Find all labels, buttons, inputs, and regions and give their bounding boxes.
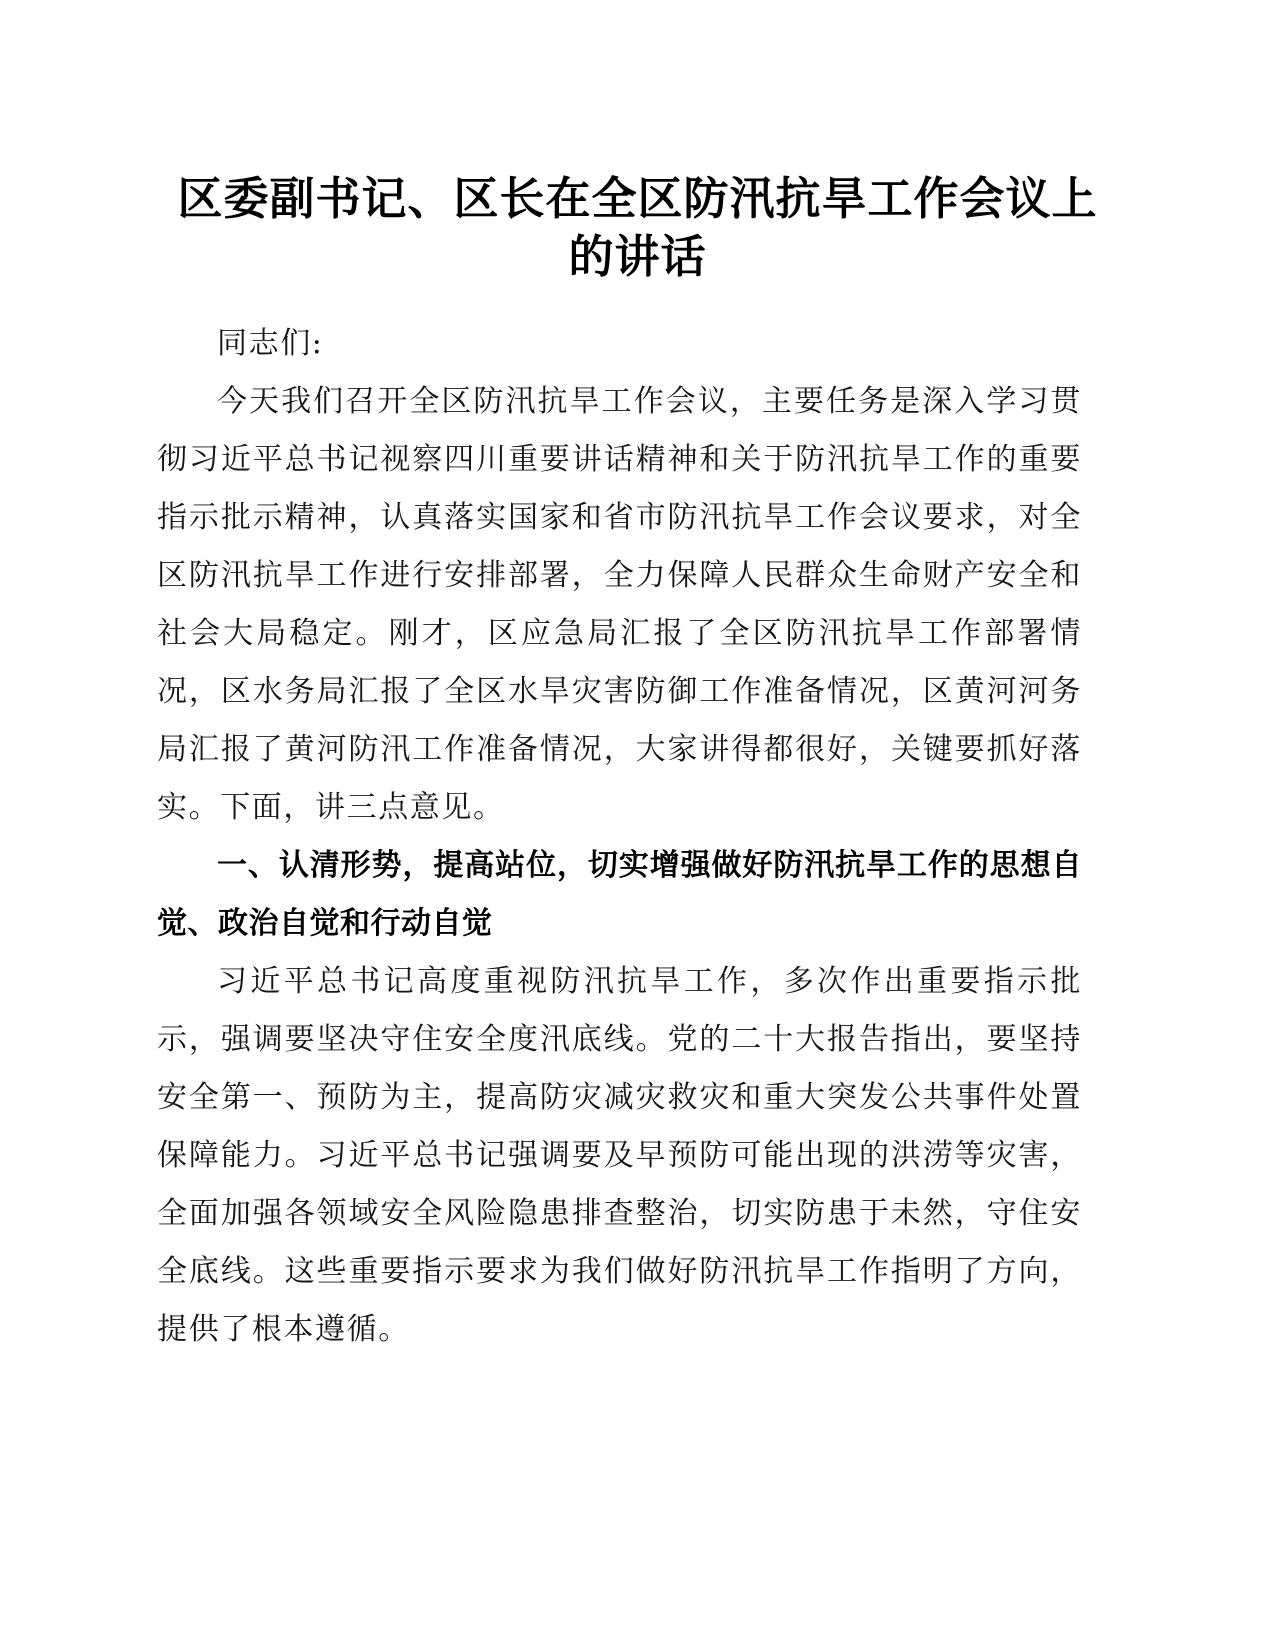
title-line-2: 的讲话 <box>568 230 707 283</box>
paragraph-section-1: 习近平总书记高度重视防汛抗旱工作，多次作出重要指示批示，强调要坚决守住安全度汛底线。党的二十大报告指出，要坚持安全第一、预防为主，提高防灾减灾救灾和重大突发公共事件处置保障能力。习近平总书记强调要及早预防可能出现的洪涝等灾害，全面加强各领域安全风险隐患排查整治，切实防患于未然，守住安全底线。这些重要指示要求为我们做好防汛抗旱工作指明了方向，提供了根本遵循。 <box>157 964 1082 1347</box>
document-body <box>157 315 1082 1359</box>
document-title <box>150 170 1125 286</box>
section-heading-1: 一、认清形势，提高站位，切实增强做好防汛抗旱工作的思想自觉、政治自觉和行动自觉 <box>157 848 1082 941</box>
salutation: 同志们: <box>217 326 324 361</box>
paragraph-intro: 今天我们召开全区防汛抗旱工作会议，主要任务是深入学习贯彻习近平总书记视察四川重要讲话精神和关于防汛抗旱工作的重要指示批示精神，认真落实国家和省市防汛抗旱工作会议要求，对全区防汛抗旱工作进行安排部署，全力保障人民群众生命财产安全和社会大局稳定。刚才，区应急局汇报了全区防汛抗旱工作部署情况，区水务局汇报了全区水旱灾害防御工作准备情况，区黄河河务局汇报了黄河防汛工作准备情况，大家讲得都很好，关键要抓好落实。下面，讲三点意见。 <box>157 384 1082 825</box>
title-line-1: 区委副书记、区长在全区防汛抗旱工作会议上 <box>177 172 1098 225</box>
